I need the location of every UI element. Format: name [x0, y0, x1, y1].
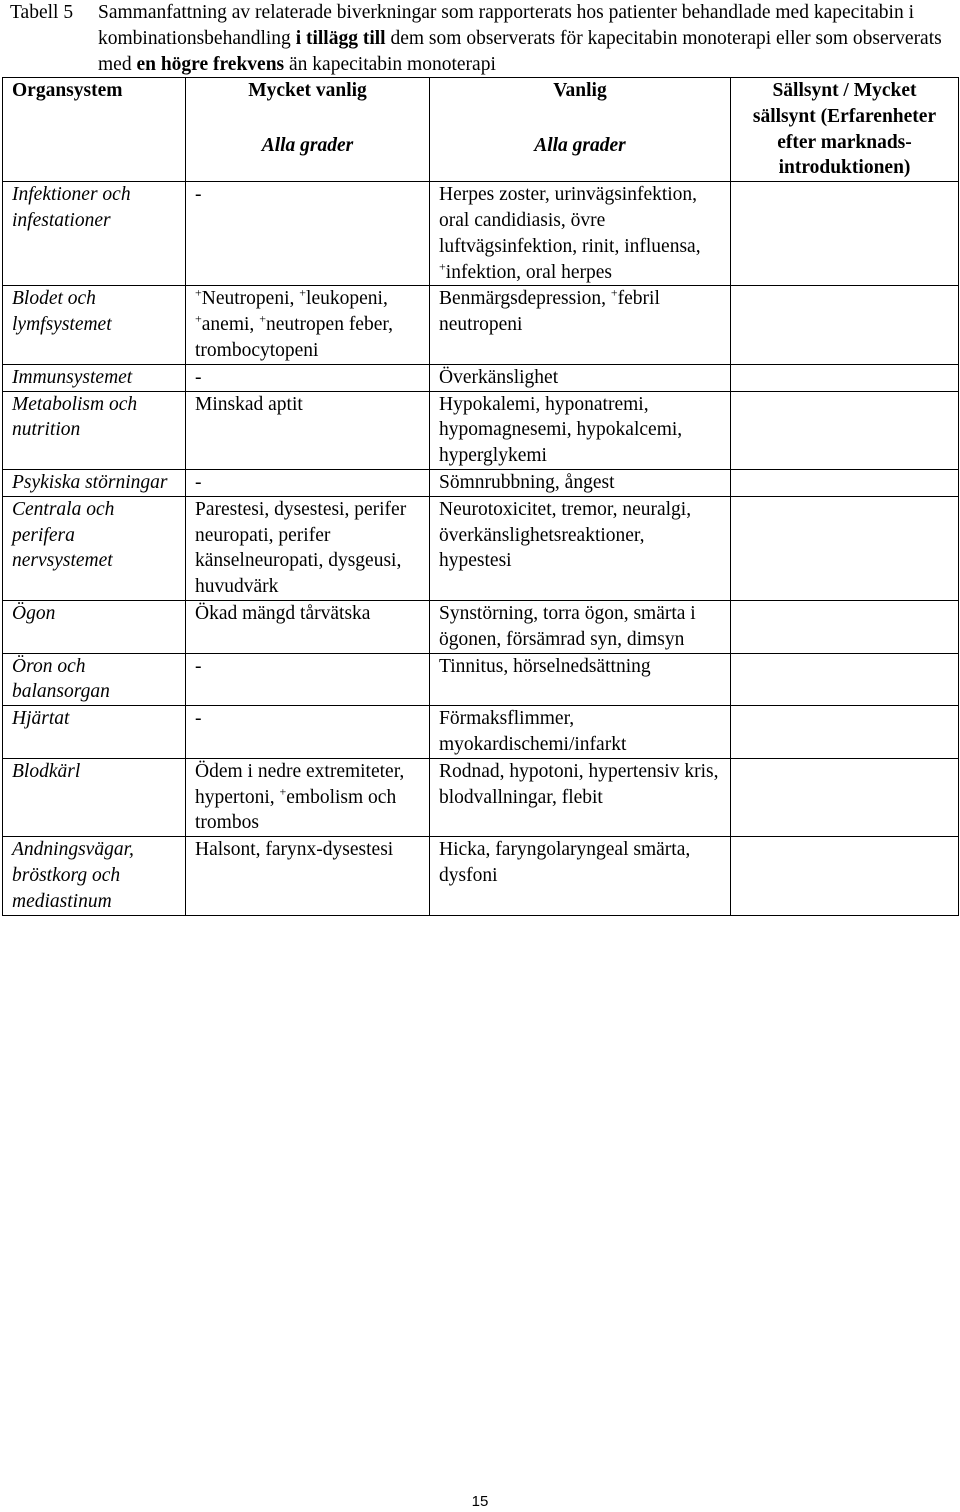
header-row [3, 78, 959, 131]
table-caption [10, 0, 950, 77]
rare-cell [731, 469, 959, 496]
rare-cell [731, 600, 959, 653]
organ-cell: Ögon [3, 600, 186, 653]
plus-marker: + [279, 784, 287, 799]
header-very-common: Mycket vanlig [186, 78, 430, 131]
organ-cell: Blodet och lymfsystemet [3, 286, 186, 364]
adverse-reactions-table [2, 77, 959, 916]
vc-text-b: embolism och trombos [195, 786, 397, 834]
organ-cell: Infektioner och infestationer [3, 182, 186, 286]
common-text-a: Benmärgsdepression, [439, 288, 611, 310]
header-organ: Organsystem [3, 78, 186, 131]
common-cell: Hicka, faryngolaryngeal smärta, dysfoni [430, 837, 731, 915]
organ-cell: Öron och balansorgan [3, 653, 186, 706]
subheader-very-common: Alla grader [186, 130, 430, 182]
common-cell: Sömnrubbning, ångest [430, 469, 731, 496]
common-cell [430, 286, 731, 364]
common-text-b: febril neutropeni [439, 288, 660, 336]
common-cell: Överkänslighet [430, 364, 731, 391]
very-common-cell: Halsont, farynx-dysestesi [186, 837, 430, 915]
table-row [3, 653, 959, 706]
vc-text-1: Neutropeni, [201, 288, 300, 310]
rare-cell [731, 364, 959, 391]
organ-cell: Metabolism och nutrition [3, 391, 186, 469]
caption-text [98, 0, 950, 77]
common-text-b: infektion, oral herpes [445, 261, 613, 283]
caption-text-2: dem som observerats för kapecitabin monoterapi eller som observerats med [98, 27, 942, 75]
caption-bold-1: i tillägg till [295, 27, 386, 49]
rare-cell [731, 391, 959, 469]
plus-marker: + [299, 285, 307, 300]
rare-cell [731, 182, 959, 286]
subheader-common: Alla grader [430, 130, 731, 182]
common-cell: Hypokalemi, hyponatremi, hypomagnesemi, hypokalcemi, hyperglykemi [430, 391, 731, 469]
caption-label: Tabell 5 [10, 2, 74, 23]
subheader-organ-empty [3, 130, 186, 182]
rare-cell [731, 496, 959, 600]
page-number: 15 [471, 1493, 489, 1510]
rare-cell [731, 653, 959, 706]
plus-marker: + [439, 259, 446, 274]
common-cell: Tinnitus, hörselnedsättning [430, 653, 731, 706]
organ-cell: Psykiska störningar [3, 469, 186, 496]
table-row [3, 391, 959, 469]
plus-marker: + [610, 285, 618, 300]
common-cell: Förmaksflimmer, myokardischemi/infarkt [430, 706, 731, 759]
organ-cell: Andningsvägar, bröstkorg och mediastinum [3, 837, 186, 915]
very-common-cell: Ökad mängd tårvätska [186, 600, 430, 653]
caption-bold-2: en högre frekvens [136, 53, 285, 75]
common-text-a: Herpes zoster, urinvägsinfektion, oral candidiasis, övre luftvägsinfektion, rinit, influensa, [439, 184, 701, 257]
plus-marker: + [195, 311, 202, 326]
caption-text-1: Sammanfattning av relaterade biverkningar som rapporterats hos patienter behandlade med kapecitabin i kombinationsbehandling [98, 2, 914, 49]
vc-text-a: Ödem i nedre extremiteter, hypertoni, [195, 760, 405, 808]
rare-cell [731, 706, 959, 759]
plus-marker: + [259, 311, 266, 326]
vc-text-2: leukopeni, [306, 288, 388, 310]
table-row [3, 469, 959, 496]
rare-cell [731, 758, 959, 836]
vc-text-4: neutropen feber, trombocytopeni [195, 314, 393, 361]
plus-marker: + [195, 285, 202, 300]
table-row [3, 758, 959, 836]
organ-cell: Centrala och perifera nervsystemet [3, 496, 186, 600]
organ-cell: Hjärtat [3, 706, 186, 759]
rare-cell [731, 837, 959, 915]
table-row [3, 706, 959, 759]
header-common: Vanlig [430, 78, 731, 131]
vc-text-3: anemi, [201, 314, 260, 336]
header-rare: Sällsynt / Mycket sällsynt (Erfarenheter efter marknads-introduktionen) [731, 78, 959, 182]
very-common-cell: - [186, 364, 430, 391]
caption-text-3: än kapecitabin monoterapi [284, 53, 496, 75]
table-row [3, 182, 959, 286]
very-common-cell [186, 758, 430, 836]
organ-cell: Immunsystemet [3, 364, 186, 391]
table-row [3, 364, 959, 391]
common-cell [430, 182, 731, 286]
table-row [3, 286, 959, 364]
table-row [3, 496, 959, 600]
rare-cell [731, 286, 959, 364]
table-row [3, 837, 959, 915]
very-common-cell [186, 286, 430, 364]
very-common-cell: Minskad aptit [186, 391, 430, 469]
common-cell: Synstörning, torra ögon, smärta i ögonen, försämrad syn, dimsyn [430, 600, 731, 653]
common-cell: Neurotoxicitet, tremor, neuralgi, överkänslighetsreaktioner, hypestesi [430, 496, 731, 600]
organ-cell: Blodkärl [3, 758, 186, 836]
very-common-cell: - [186, 653, 430, 706]
very-common-cell: - [186, 706, 430, 759]
very-common-cell: - [186, 469, 430, 496]
table-row [3, 600, 959, 653]
common-cell: Rodnad, hypotoni, hypertensiv kris, blodvallningar, flebit [430, 758, 731, 836]
very-common-cell: Parestesi, dysestesi, perifer neuropati, perifer känselneuropati, dysgeusi, huvudvärk [186, 496, 430, 600]
very-common-cell: - [186, 182, 430, 286]
